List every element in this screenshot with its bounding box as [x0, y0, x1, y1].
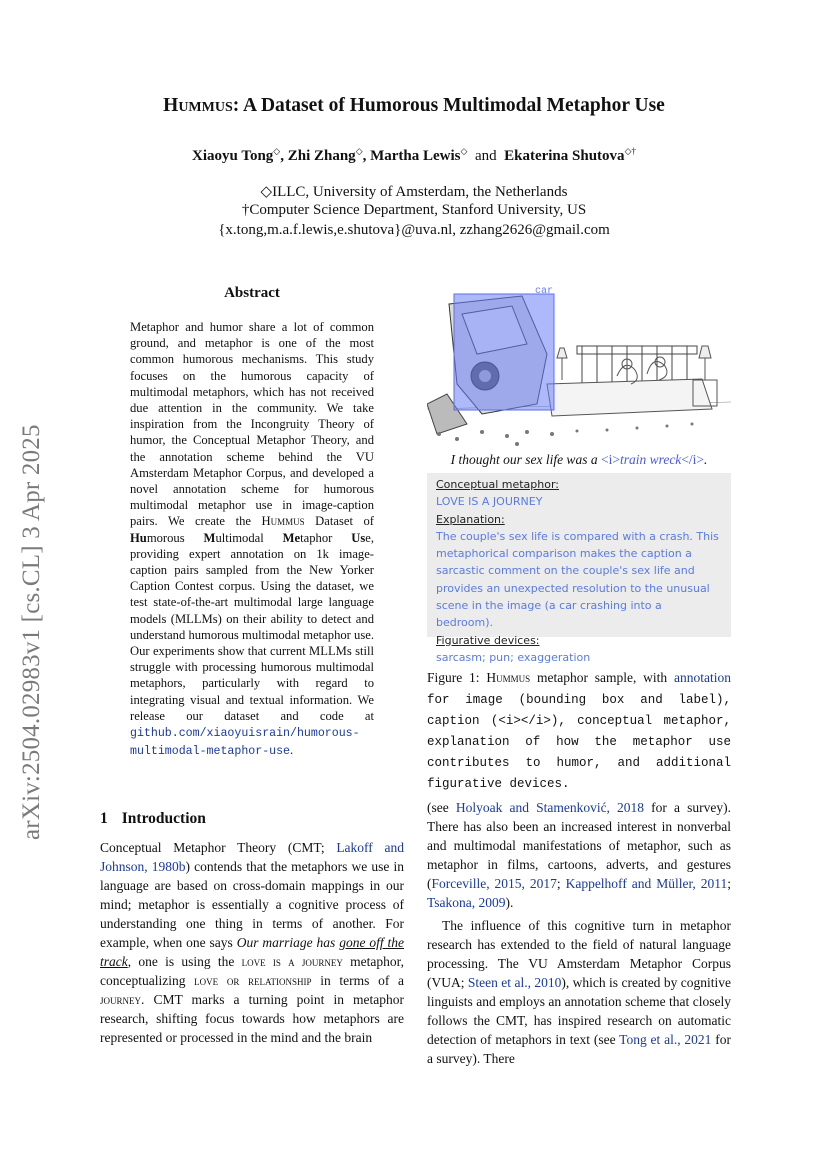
example-text: Our marriage has	[236, 935, 340, 950]
author-conjunction: and	[474, 148, 497, 164]
body-text-run: ), which is created by cognitive linguists and employs an annotation scheme that closely follows the CMT, has inspired research on automatic detection of metaphors in text (see	[427, 975, 731, 1047]
body-text-run: . CMT marks a turning point in metaphor research, shifting focus towards how metaphors are represented or processed in the mind and the brain	[100, 992, 404, 1045]
author-affiliation-mark: ◇	[355, 146, 363, 156]
arxiv-stamp	[18, 370, 58, 840]
acronym-letter: Us	[351, 530, 366, 545]
figure-caption	[427, 668, 731, 794]
author-affiliation-mark: ◇	[273, 146, 281, 156]
body-text-run: (see	[427, 800, 456, 815]
abstract-text-run: e, providing expert annotation on 1k image-caption pairs sampled from the New Yorker Caption Contest corpus. Using the dataset, we test state-of-the-art multimodal large language models (MLLMs) on their ability to detect and understand humorous multimodal metaphor use. Our experiments show that current MLLMs still struggle with processing humorous multimodal metaphors, particularly with regard to integrating visual and textual information. We release our dataset and code at	[130, 530, 375, 723]
author-affiliation-mark: ◇†	[624, 146, 636, 156]
author-name: Martha Lewis	[370, 148, 461, 164]
arxiv-identifier: arXiv:2504.02983v1 [cs.CL] 3 Apr 2025	[18, 424, 45, 840]
author-name: Zhi Zhang	[287, 148, 356, 164]
citation-link[interactable]: Lakoff and Johnson, 1980b	[100, 840, 404, 874]
domain-term: relationship	[248, 973, 312, 988]
email-line: {x.tong,m.a.f.lewis,e.shutova}@uva.nl, zzhang2626@gmail.com	[218, 222, 610, 238]
citation-link[interactable]: Tsakona, 2009	[427, 895, 506, 910]
cartoon-image	[427, 284, 731, 456]
author-name: Xiaoyu Tong	[192, 148, 274, 164]
annotation-link[interactable]: annotation	[674, 670, 731, 685]
body-text-run: for a survey). There has also been an increased interest in nonverbal and multimodal manifestations of metaphor, such as metaphor in films, cartoons, adverts, and gestures (	[427, 800, 731, 891]
intro-paragraph	[100, 838, 404, 1047]
dataset-name: Hummus	[486, 670, 531, 685]
figurative-devices-value: sarcasm; pun; exaggeration	[436, 650, 591, 664]
author-list: Xiaoyu Tong◇, Zhi Zhang◇, Martha Lewis◇ and Ekaterina Shutova◇†	[192, 146, 636, 164]
abstract-text	[130, 319, 374, 760]
abstract-text-run: ultimodal	[215, 530, 283, 545]
caption-text-run: for image (bounding box and label), caption (<i></i>), conceptual metaphor, explanation of how the metaphor use contributes to humor, and additional figurative devices.	[427, 693, 731, 791]
image-caption	[427, 452, 731, 468]
tagged-metaphor: train wreck	[619, 452, 682, 467]
intro-paragraph	[427, 798, 731, 912]
section-number: 1	[100, 810, 108, 827]
annotation-box	[427, 473, 731, 664]
abstract-text-run: Dataset of	[304, 514, 374, 529]
body-text-run: ).	[505, 895, 514, 910]
abstract-text-run: taphor	[300, 530, 352, 545]
body-text-run: metaphor, conceptualizing	[100, 954, 404, 988]
body-text-run: ;	[727, 876, 731, 891]
domain-term: love	[194, 973, 219, 988]
conceptual-metaphor-heading: Conceptual metaphor:	[436, 478, 560, 491]
affiliation-line: †Computer Science Department, Stanford University, US	[241, 202, 587, 218]
conceptual-metaphor-value: LOVE IS A JOURNEY	[436, 495, 543, 509]
example-metaphor: gone off the track	[100, 935, 404, 969]
author-affiliation-mark: ◇	[460, 146, 468, 156]
metaphor-tag: </i>	[681, 452, 705, 467]
abstract-text-run: Metaphor and humor share a lot of common ground, and metaphor is one of the most common humorous mechanisms. This study focuses on the humorous capacity of multimodal metaphors, which has not received due attention in the community. We take inspiration from the Incongruity Theory of humor, the Conceptual Metaphor Theory, and the annotation scheme behind the VU Amsterdam Metaphor Corpus, and developed a novel annotation scheme for humorous multimodal metaphor use in image-caption pairs. We create the	[130, 320, 374, 529]
body-text-run: in terms of a	[311, 973, 405, 988]
citation-link[interactable]: Holyoak and Stamenković, 2018	[455, 800, 645, 815]
citation-link[interactable]: Tong et al., 2021	[619, 1032, 712, 1047]
bounding-box-overlay	[454, 294, 554, 410]
author-name: Ekaterina Shutova	[504, 148, 625, 164]
section-heading	[100, 810, 206, 828]
figure-label: Figure 1:	[427, 670, 487, 685]
abstract-text-run: .	[290, 743, 294, 758]
caption-text-run: metaphor sample, with	[530, 670, 674, 685]
metaphor-tag: <i>	[600, 452, 620, 467]
caption-text-run: .	[704, 452, 708, 467]
repo-link[interactable]: github.com/xiaoyuisrain/humorous-multimodal-metaphor-use	[130, 727, 360, 759]
acronym-letter: Me	[282, 530, 301, 545]
caption-text-run: I thought our sex life was a	[450, 452, 601, 467]
citation-link[interactable]: Steen et al., 2010	[467, 975, 562, 990]
section-title: Introduction	[121, 810, 206, 827]
body-text-run: or	[218, 973, 249, 988]
dataset-name: Hummus	[261, 514, 305, 529]
conceptual-metaphor: love is a journey	[241, 954, 343, 969]
acronym-letter: Hu	[130, 530, 147, 545]
bounding-box-label: car	[535, 286, 554, 297]
figurative-devices-heading: Figurative devices:	[436, 633, 540, 647]
citation-link[interactable]: Forceville, 2015, 2017	[431, 876, 557, 891]
explanation-heading: Explanation:	[436, 512, 505, 526]
body-text-run: ) contends that the metaphors we use in language are based on cross-domain mappings in our mind; metaphor is essentially a cognitive process of understanding one thing in terms of another. For example, when one says	[100, 859, 404, 950]
body-text-run: , one is using the	[127, 954, 242, 969]
paper-title	[0, 95, 828, 117]
abstract-text-run: morous	[146, 530, 204, 545]
intro-continuation	[427, 798, 731, 1068]
body-text-run: Conceptual Metaphor Theory (CMT;	[100, 840, 337, 855]
body-text-run: ;	[556, 876, 566, 891]
body-text-run: for a survey). There	[427, 1032, 731, 1066]
body-text-run: The influence of this cognitive turn in metaphor research has extended to the field of natural language processing. The VU Amsterdam Metaphor Corpus (VUA;	[427, 918, 731, 990]
domain-term: journey	[100, 992, 142, 1007]
abstract-heading: Abstract	[224, 285, 280, 301]
explanation-value: The couple's sex life is compared with a crash. This metaphorical comparison makes the caption a sarcastic comment on the couple's sex life and provides an unexpected resolution to the unusual scene in the image (a car crashing into a bedroom).	[436, 529, 719, 630]
citation-link[interactable]: Kappelhoff and Müller, 2011	[565, 876, 728, 891]
title-rest: : A Dataset of Humorous Multimodal Metaphor Use	[232, 95, 665, 116]
dataset-name: Hummus	[163, 95, 233, 116]
acronym-letter: M	[203, 530, 216, 545]
intro-paragraph	[427, 916, 731, 1068]
affiliation-line: ◇ILLC, University of Amsterdam, the Netherlands	[260, 184, 568, 200]
